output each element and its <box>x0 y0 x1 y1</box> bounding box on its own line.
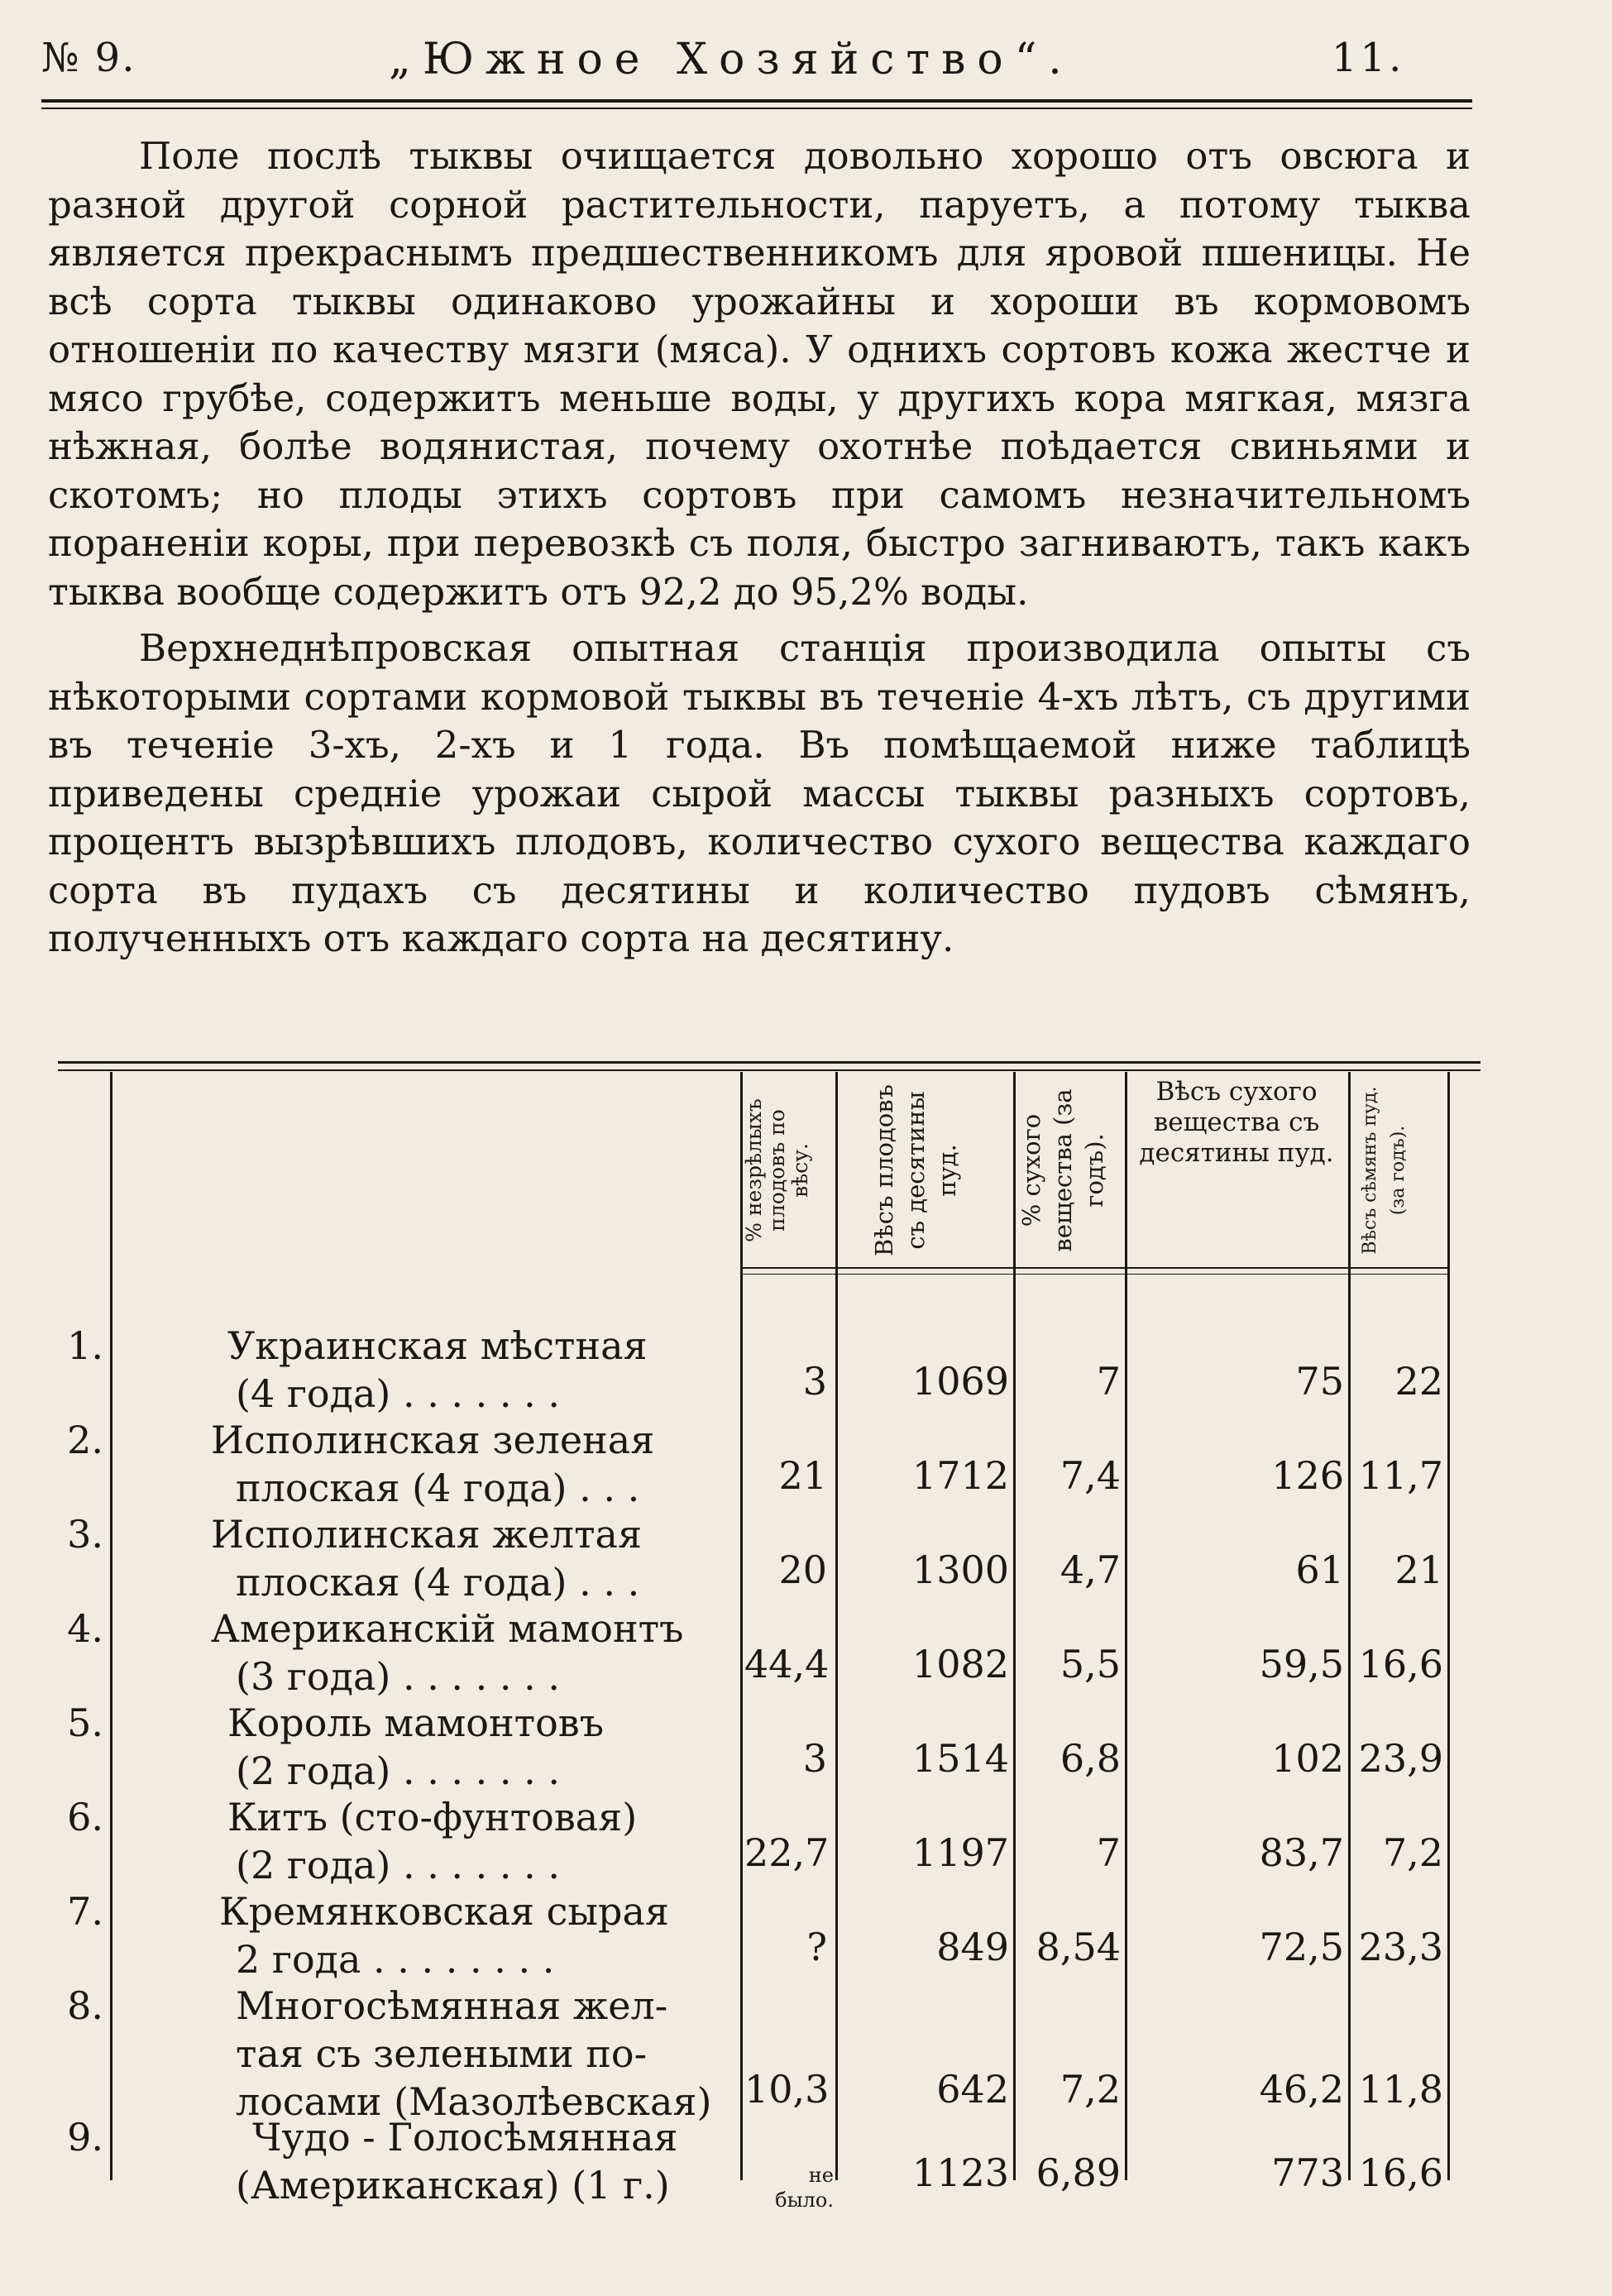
cell-dry-pct: 7 <box>1096 1830 1121 1875</box>
variety-name-cont: тая съ зелеными по- <box>236 2031 648 2076</box>
header-seeds: Вѣсъ сѣмянъ пуд. (за годъ). <box>1360 1086 1409 1255</box>
cell-seeds: 7,2 <box>1382 1830 1443 1875</box>
cell-dry-pct: 7,2 <box>1060 2067 1121 2112</box>
cell-dry-weight: 72,5 <box>1259 1925 1344 1969</box>
cell-seeds: 16,6 <box>1358 1642 1443 1686</box>
journal-title: „Южное Хозяйство“. <box>389 35 1074 84</box>
cell-dry-pct: 6,89 <box>1036 2150 1121 2195</box>
cell-dry-pct: 8,54 <box>1036 1925 1121 1969</box>
cell-seeds: 16,6 <box>1358 2150 1443 2195</box>
cell-unripe: 21 <box>778 1453 827 1498</box>
cell-dry-weight: 59,5 <box>1259 1642 1344 1686</box>
cell-unripe: 3 <box>802 1359 827 1404</box>
table-left-border <box>110 1072 112 2180</box>
cell-dry-weight: 46,2 <box>1259 2067 1344 2112</box>
cell-seeds: 23,3 <box>1358 1925 1443 1969</box>
cell-weight: 1712 <box>911 1453 1009 1498</box>
table-right-border <box>1447 1072 1450 2180</box>
variety-name-cont: (Американская) (1 г.) <box>236 2163 670 2208</box>
cell-dry-pct: 5,5 <box>1060 1642 1121 1686</box>
variety-name-cont: (2 года) . . . . . . . <box>236 1748 561 1793</box>
row-number: 2. <box>67 1418 103 1462</box>
variety-name: Украинская мѣстная <box>227 1323 648 1368</box>
header-unripe: % незрѣлыхъ плодовъ по вѣсу. <box>742 1098 812 1242</box>
cell-unripe: 3 <box>802 1736 827 1781</box>
cell-weight: 1514 <box>911 1736 1009 1781</box>
variety-name-cont: плоская (4 года) . . . <box>236 1466 640 1510</box>
header-weight: Вѣсъ плодовъ съ десятины пуд. <box>870 1084 961 1257</box>
cell-weight: 1123 <box>911 2150 1009 2195</box>
cell-seeds: 22 <box>1394 1359 1443 1404</box>
header-dry-pct: % сухого вещества (за годъ). <box>1017 1088 1108 1252</box>
table-top-rule <box>58 1061 1480 1064</box>
cell-weight: 642 <box>936 2067 1009 2112</box>
cell-unripe: 20 <box>778 1547 827 1592</box>
row-number: 4. <box>67 1606 103 1651</box>
cell-unripe: 22,7 <box>744 1830 830 1875</box>
row-number: 7. <box>67 1889 103 1934</box>
cell-unripe: 44,4 <box>744 1642 830 1686</box>
cell-unripe: ? <box>806 1925 827 1969</box>
variety-name-cont: плоская (4 года) . . . <box>236 1560 640 1605</box>
row-number: 6. <box>67 1795 103 1839</box>
variety-name: Многосѣмянная жел- <box>236 1983 668 2028</box>
table-top-rule-thin <box>58 1069 1480 1071</box>
cell-weight: 1300 <box>911 1547 1009 1592</box>
table-column-divider <box>835 1072 838 2180</box>
cell-dry-weight: 773 <box>1271 2150 1344 2195</box>
cell-seeds: 21 <box>1394 1547 1443 1592</box>
variety-name-cont: (2 года) . . . . . . . <box>236 1843 561 1887</box>
cell-dry-weight: 83,7 <box>1259 1830 1344 1875</box>
variety-name: Исполинская желтая <box>211 1512 643 1557</box>
cell-weight: 1197 <box>911 1830 1009 1875</box>
variety-name-cont: лосами (Мазолѣевская) <box>236 2079 712 2124</box>
row-number: 1. <box>67 1323 103 1368</box>
variety-name: Исполинская зеленая <box>211 1418 655 1462</box>
cell-dry-weight: 75 <box>1295 1359 1344 1404</box>
cell-dry-pct: 6,8 <box>1060 1736 1121 1781</box>
row-number: 8. <box>67 1983 103 2028</box>
variety-name-cont: (4 года) . . . . . . . <box>236 1371 561 1416</box>
cell-weight: 1069 <box>911 1359 1009 1404</box>
header-rule <box>41 99 1472 103</box>
row-number: 9. <box>67 2115 103 2160</box>
row-number: 3. <box>67 1512 103 1557</box>
cell-dry-pct: 7 <box>1096 1359 1121 1404</box>
header-rule-thin <box>41 108 1472 109</box>
variety-name-cont: 2 года . . . . . . . . <box>236 1937 555 1982</box>
cell-weight: 849 <box>936 1925 1009 1969</box>
variety-name: Чудо - Голосѣмянная <box>252 2115 678 2160</box>
variety-name-cont: (3 года) . . . . . . . <box>236 1654 561 1699</box>
cell-dry-pct: 4,7 <box>1060 1547 1121 1592</box>
cell-unripe: 10,3 <box>744 2067 830 2112</box>
table-column-divider <box>1348 1072 1351 2180</box>
table-column-divider <box>1125 1072 1127 2180</box>
cell-dry-weight: 126 <box>1271 1453 1344 1498</box>
page-number: 11. <box>1332 35 1405 81</box>
variety-name: Король мамонтовъ <box>227 1700 604 1745</box>
variety-name: Кремянковская сырая <box>219 1889 669 1934</box>
cell-unripe: не было. <box>775 2164 834 2212</box>
row-number: 5. <box>67 1700 103 1745</box>
paragraph-2: Верхнеднѣпровская опытная станцiя производила опыты съ нѣкоторыми сортами кормовой тыквы въ теченiе 4-хъ лѣтъ, съ другими въ теченiе 3-хъ, 2-хъ и 1 года. Въ помѣщаемой ниже таблицѣ приведены среднiе урожаи сырой массы тыквы разныхъ сортовъ, процентъ вызрѣвшихъ плодовъ, количество сухого вещества каждаго сорта въ пудахъ съ десятины и количество пудовъ сѣмянъ, полученныхъ отъ каждаго сорта на десятину. <box>48 626 1471 960</box>
page-header <box>41 35 1472 101</box>
header-dry-weight: Вѣсъ сухого вещества съ десятины пуд. <box>1139 1077 1334 1168</box>
cell-seeds: 23,9 <box>1358 1736 1443 1781</box>
cell-seeds: 11,7 <box>1358 1453 1443 1498</box>
table-header-rule-thin <box>740 1274 1447 1275</box>
cell-dry-pct: 7,4 <box>1060 1453 1121 1498</box>
variety-name: Китъ (сто-фунтовая) <box>227 1795 638 1839</box>
cell-dry-weight: 61 <box>1295 1547 1344 1592</box>
variety-name: Американскiй мамонтъ <box>211 1606 684 1651</box>
cell-dry-weight: 102 <box>1271 1736 1344 1781</box>
issue-number: № 9. <box>41 35 136 81</box>
paragraph-1: Поле послѣ тыквы очищается довольно хорошо отъ овсюга и разной другой сорной растительности, паруетъ, а потому тыква является прекраснымъ предшественникомъ для яровой пшеницы. Не всѣ сорта тыквы одинаково урожайны и хороши въ кормовомъ отношенiи по качеству мязги (мяса). У однихъ сортовъ кожа жестче и мясо грубѣе, содержитъ меньше воды, у другихъ кора мягкая, мязга нѣжная, болѣе водянистая, почему охотнѣе поѣдается свиньями и скотомъ; но плоды этихъ сортовъ при самомъ незначительномъ пораненiи коры, при перевозкѣ съ поля, быстро загниваютъ, такъ какъ тыква вообще содержитъ отъ 92,2 до 95,2% воды. <box>48 134 1471 614</box>
article-body <box>48 132 1471 964</box>
table-header-rule <box>740 1267 1447 1269</box>
cell-weight: 1082 <box>911 1642 1009 1686</box>
cell-seeds: 11,8 <box>1358 2067 1443 2112</box>
